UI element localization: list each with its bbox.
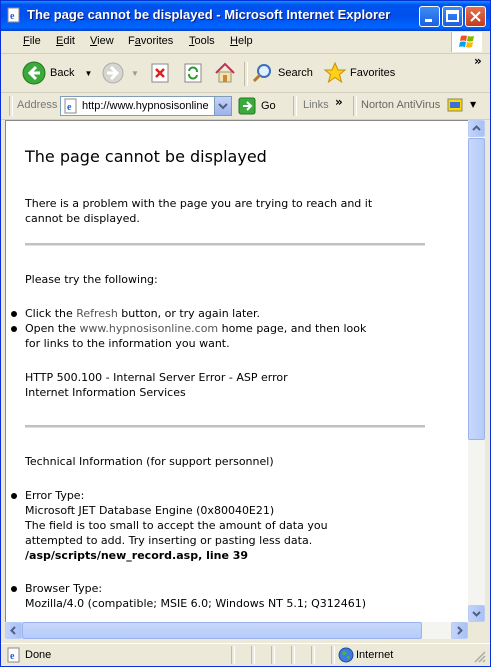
bullet-icon: [11, 586, 17, 592]
go-label: Go: [261, 100, 276, 112]
menu-favorites[interactable]: Favorites: [128, 35, 174, 47]
refresh-button[interactable]: [182, 58, 204, 88]
toolbar-chevron[interactable]: »: [474, 54, 482, 68]
home-icon: [213, 61, 237, 85]
vertical-scrollbar[interactable]: [468, 120, 485, 622]
forward-button[interactable]: [101, 58, 139, 88]
chevron-down-icon: [469, 606, 484, 621]
links-button[interactable]: Links: [303, 99, 329, 111]
svg-text:e: e: [10, 11, 15, 22]
list-item: Click the Refresh button, or try again later.: [25, 306, 405, 321]
intro-text: There is a problem with the page you are trying to reach and it cannot be displayed.: [25, 197, 373, 225]
maximize-button[interactable]: [442, 6, 463, 27]
back-dropdown-icon[interactable]: ▼: [84, 68, 93, 78]
back-button[interactable]: [21, 58, 92, 88]
norton-dropdown-icon[interactable]: ▼: [470, 100, 477, 109]
scrollbar-corner: [468, 622, 485, 639]
chevron-right-icon: [452, 623, 467, 638]
page-done-icon: [6, 647, 22, 663]
favorites-label: Favorites: [350, 67, 396, 79]
links-chevron[interactable]: »: [335, 95, 343, 109]
status-separator: [291, 646, 295, 664]
links-separator: [293, 96, 297, 116]
stop-button[interactable]: [149, 58, 171, 88]
status-separator: [331, 646, 335, 664]
address-label: Address: [17, 99, 58, 111]
norton-icon[interactable]: [447, 97, 463, 113]
minimize-icon: [420, 7, 439, 26]
scroll-down-button[interactable]: [468, 605, 485, 622]
svg-text:e: e: [67, 102, 72, 113]
status-separator: [271, 646, 275, 664]
chevron-down-icon: [215, 97, 231, 115]
bullet-icon: [11, 326, 17, 332]
menu-edit[interactable]: Edit: [56, 35, 75, 47]
technical-info-heading: Technical Information (for support personnel): [25, 455, 274, 468]
go-button[interactable]: [238, 97, 276, 115]
horizontal-scroll-thumb[interactable]: [22, 622, 422, 639]
list-item: Browser Type: Mozilla/4.0 (compatible; MSIE 6.0; Windows NT 5.1; Q312461): [25, 581, 405, 611]
list-item: Open the www.hypnosisonline.com home page, and then look for links to the information you want.: [25, 321, 385, 351]
list-item: Error Type: Microsoft JET Database Engine (0x80040E21) The field is too small to accept the amount of data you attempted to add. Try inserting or pasting less data. /asp/scripts/new_record.asp, line 39: [25, 488, 395, 563]
address-url: http://www.hypnosisonline: [82, 100, 209, 112]
menu-help[interactable]: Help: [230, 35, 253, 47]
status-bar: [1, 643, 490, 667]
address-dropdown-button[interactable]: [214, 97, 231, 115]
minimize-button[interactable]: [419, 6, 440, 27]
window-title: The page cannot be displayed - Microsoft Internet Explorer: [27, 7, 391, 22]
stop-icon: [149, 62, 171, 84]
windows-logo: [451, 32, 482, 52]
standard-toolbar: [1, 54, 490, 93]
ie-page-icon: [6, 7, 22, 23]
divider: [25, 425, 425, 428]
status-separator: [311, 646, 315, 664]
menu-tools[interactable]: Tools: [189, 35, 215, 47]
search-label: Search: [278, 67, 313, 79]
page-favicon-icon: [63, 98, 79, 114]
status-text: Done: [25, 649, 52, 661]
bullet-icon: [11, 493, 17, 499]
title-bar[interactable]: [1, 1, 490, 31]
chevron-up-icon: [469, 121, 484, 136]
menu-file[interactable]: File: [23, 35, 41, 47]
refresh-link[interactable]: Refresh: [76, 307, 118, 320]
favorites-button[interactable]: [323, 58, 395, 88]
resize-grip-icon[interactable]: [473, 650, 486, 663]
try-following-text: Please try the following:: [25, 273, 158, 286]
menu-bar: [1, 31, 490, 54]
maximize-icon: [443, 7, 462, 26]
internet-zone-globe-icon: [338, 647, 354, 663]
go-arrow-icon: [238, 97, 256, 115]
forward-dropdown-icon[interactable]: ▼: [131, 68, 139, 78]
windows-flag-icon: [452, 32, 482, 52]
scroll-right-button[interactable]: [451, 622, 468, 639]
back-label: Back: [50, 67, 75, 79]
security-zone-label: Internet: [356, 649, 394, 661]
close-button[interactable]: [465, 6, 486, 27]
vertical-scroll-thumb[interactable]: [468, 138, 485, 440]
status-separator: [251, 646, 255, 664]
scroll-up-button[interactable]: [468, 120, 485, 137]
close-icon: [466, 7, 485, 26]
page-heading: The page cannot be displayed: [25, 147, 267, 166]
norton-antivirus-label: Norton AntiVirus: [361, 99, 441, 111]
status-separator: [231, 646, 235, 664]
chevron-left-icon: [6, 623, 21, 638]
address-input[interactable]: [60, 96, 232, 116]
page-content[interactable]: [5, 120, 468, 622]
favorites-star-icon: [323, 61, 347, 85]
home-button[interactable]: [213, 58, 237, 88]
address-bar: [1, 93, 490, 120]
back-arrow-icon: [21, 60, 47, 86]
homepage-link[interactable]: www.hypnosisonline.com: [79, 322, 219, 335]
refresh-icon: [182, 62, 204, 84]
search-icon: [251, 61, 275, 85]
search-button[interactable]: [251, 58, 313, 88]
norton-separator: [353, 96, 357, 116]
horizontal-scrollbar[interactable]: [5, 622, 468, 639]
forward-arrow-icon: [101, 61, 125, 85]
scroll-left-button[interactable]: [5, 622, 22, 639]
svg-text:e: e: [10, 651, 15, 662]
error-code-text: HTTP 500.100 - Internal Server Error - ASP error Internet Information Services: [25, 371, 288, 399]
toolbar-separator: [244, 62, 248, 86]
bullet-icon: [11, 311, 17, 317]
menu-view[interactable]: View: [90, 35, 114, 47]
addressbar-grip: [9, 96, 13, 116]
divider: [25, 243, 425, 246]
